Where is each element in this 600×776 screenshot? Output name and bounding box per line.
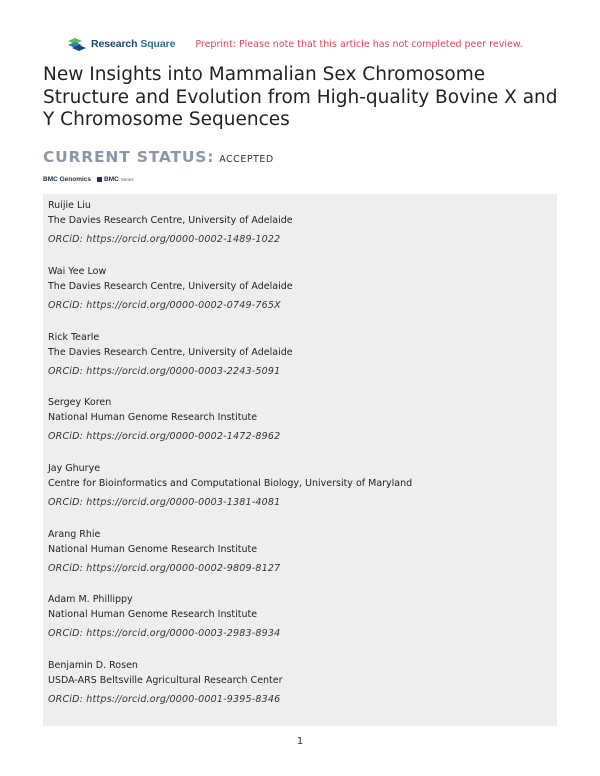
author-name: Adam M. Phillippy <box>48 594 133 605</box>
logo-text-primary: Research <box>91 38 138 50</box>
current-status <box>43 148 274 166</box>
author-orcid-link[interactable]: ORCiD: https://orcid.org/0000-0002-1489-1022 <box>48 234 281 245</box>
author-entry <box>48 330 548 379</box>
page-number: 1 <box>296 736 304 747</box>
journal-logo[interactable] <box>43 176 134 183</box>
author-entry <box>48 527 548 576</box>
research-square-logo[interactable] <box>67 37 175 51</box>
bmc-series-suffix: Series <box>120 177 134 182</box>
author-name: Ruijie Liu <box>48 200 91 211</box>
author-orcid-link[interactable]: ORCiD: https://orcid.org/0000-0002-1472-8962 <box>48 431 281 442</box>
author-affiliation: National Human Genome Research Institute <box>48 609 258 620</box>
author-name: Sergey Koren <box>48 397 112 408</box>
author-entry <box>48 592 548 641</box>
logo-text <box>91 38 175 50</box>
author-entry <box>48 461 548 510</box>
author-orcid-link[interactable]: ORCiD: https://orcid.org/0000-0003-2243-5091 <box>48 366 281 377</box>
logo-text-secondary: Square <box>140 38 176 50</box>
preprint-notice: Preprint: Please note that this article has not completed peer review. <box>195 38 523 50</box>
author-orcid-link[interactable]: ORCiD: https://orcid.org/0000-0003-2983-8934 <box>48 628 281 639</box>
journal-name: BMC Genomics <box>43 176 92 183</box>
author-list <box>43 194 557 726</box>
author-name: Jay Ghurye <box>48 463 101 474</box>
bmc-series-label: BMC <box>104 176 119 183</box>
author-affiliation: The Davies Research Centre, University of Adelaide <box>48 215 293 226</box>
author-entry <box>48 395 548 444</box>
bmc-square-icon <box>97 177 102 182</box>
author-name: Wai Yee Low <box>48 266 107 277</box>
author-affiliation: The Davies Research Centre, University of Adelaide <box>48 281 293 292</box>
author-orcid-link[interactable]: ORCiD: https://orcid.org/0000-0002-0749-765X <box>48 300 281 311</box>
author-affiliation: USDA-ARS Beltsville Agricultural Research Center <box>48 675 283 686</box>
bmc-series-logo <box>97 176 134 183</box>
author-entry <box>48 198 548 247</box>
author-affiliation: National Human Genome Research Institute <box>48 412 258 423</box>
author-affiliation: Centre for Bioinformatics and Computational Biology, University of Maryland <box>48 478 413 489</box>
author-orcid-link[interactable]: ORCiD: https://orcid.org/0000-0001-9395-8346 <box>48 694 281 705</box>
paper-title: New Insights into Mammalian Sex Chromosome Structure and Evolution from High-quality Bovine X and Y Chromosome Sequences <box>43 64 558 130</box>
author-name: Rick Tearle <box>48 332 100 343</box>
author-orcid-link[interactable]: ORCiD: https://orcid.org/0000-0002-9809-8127 <box>48 563 281 574</box>
author-affiliation: The Davies Research Centre, University of Adelaide <box>48 347 293 358</box>
header <box>67 34 547 54</box>
author-name: Arang Rhie <box>48 529 101 540</box>
author-entry <box>48 264 548 313</box>
author-orcid-link[interactable]: ORCiD: https://orcid.org/0000-0003-1381-4081 <box>48 497 281 508</box>
author-entry <box>48 658 548 707</box>
status-label: CURRENT STATUS: <box>43 148 215 166</box>
author-affiliation: National Human Genome Research Institute <box>48 544 258 555</box>
status-value: ACCEPTED <box>219 154 274 165</box>
research-square-logo-icon <box>67 37 87 51</box>
author-name: Benjamin D. Rosen <box>48 660 138 671</box>
